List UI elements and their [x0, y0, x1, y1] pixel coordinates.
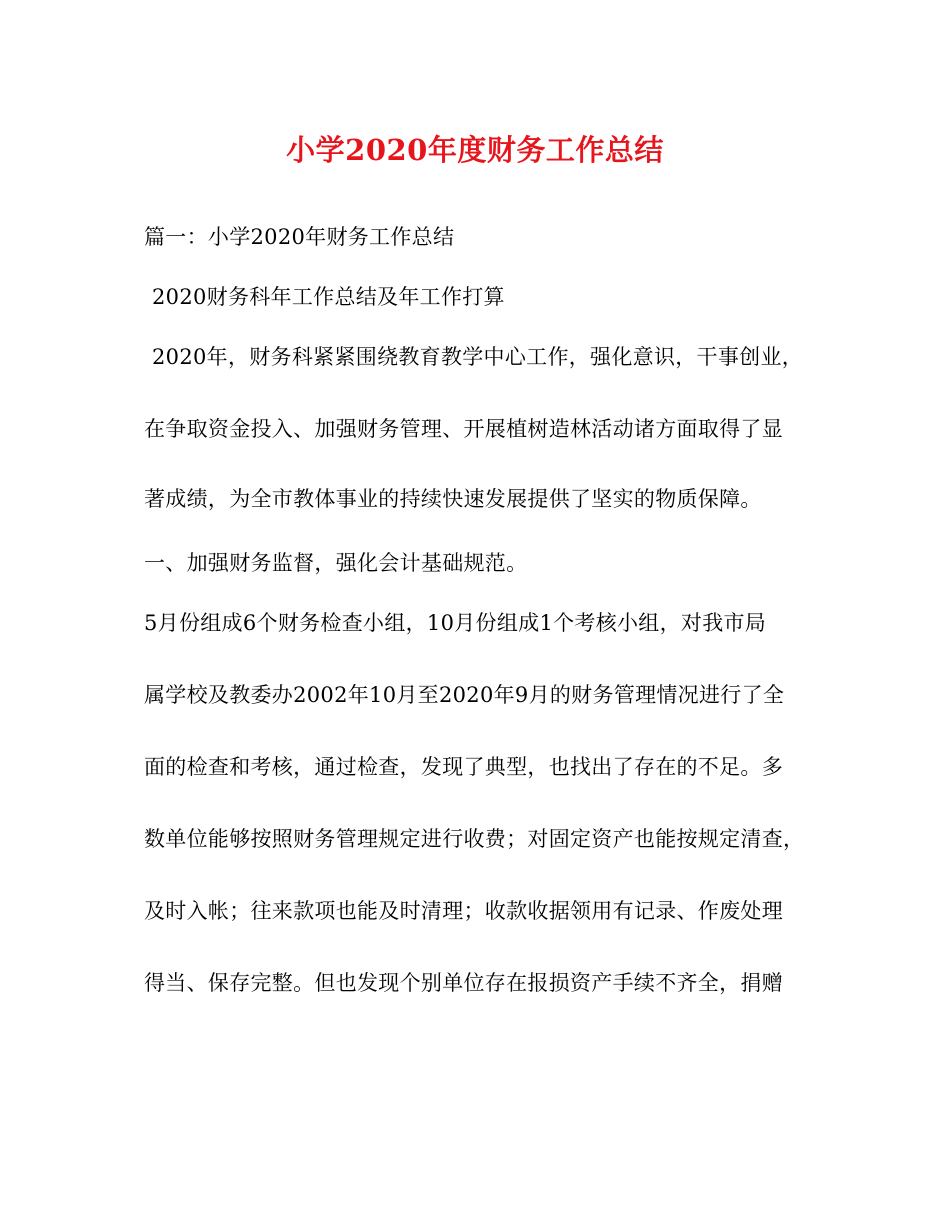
body-line: 面的检查和考核，通过检查，发现了典型，也找出了存在的不足。多 — [144, 755, 783, 779]
body-line: 在争取资金投入、加强财务管理、开展植树造林活动诸方面取得了显 — [144, 417, 783, 441]
body-line: 得当、保存完整。但也发现个别单位存在报损资产手续不齐全，捐赠 — [144, 971, 783, 995]
body-line: 属学校及教委办2002年10月至2020年9月的财务管理情况进行了全 — [144, 683, 785, 707]
body-line: 数单位能够按照财务管理规定进行收费；对固定资产也能按规定清查， — [144, 827, 805, 851]
body-line: 2020年，财务科紧紧围绕教育教学中心工作，强化意识，干事创业， — [152, 345, 804, 369]
body-line: 及时入帐；往来款项也能及时清理；收款收据领用有记录、作废处理 — [144, 899, 783, 923]
subheading-work-summary: 2020财务科年工作总结及年工作打算 — [152, 285, 505, 309]
section-heading-one: 一、加强财务监督，强化会计基础规范。 — [144, 551, 528, 575]
document-title: 小学2020年度财务工作总结 — [286, 133, 664, 167]
body-line: 著成绩，为全市教体事业的持续快速发展提供了坚实的物质保障。 — [144, 487, 762, 511]
body-line: 5月份组成6个财务检查小组，10月份组成1个考核小组，对我市局 — [144, 611, 767, 635]
section-heading-part-one: 篇一：小学2020年财务工作总结 — [144, 225, 455, 249]
